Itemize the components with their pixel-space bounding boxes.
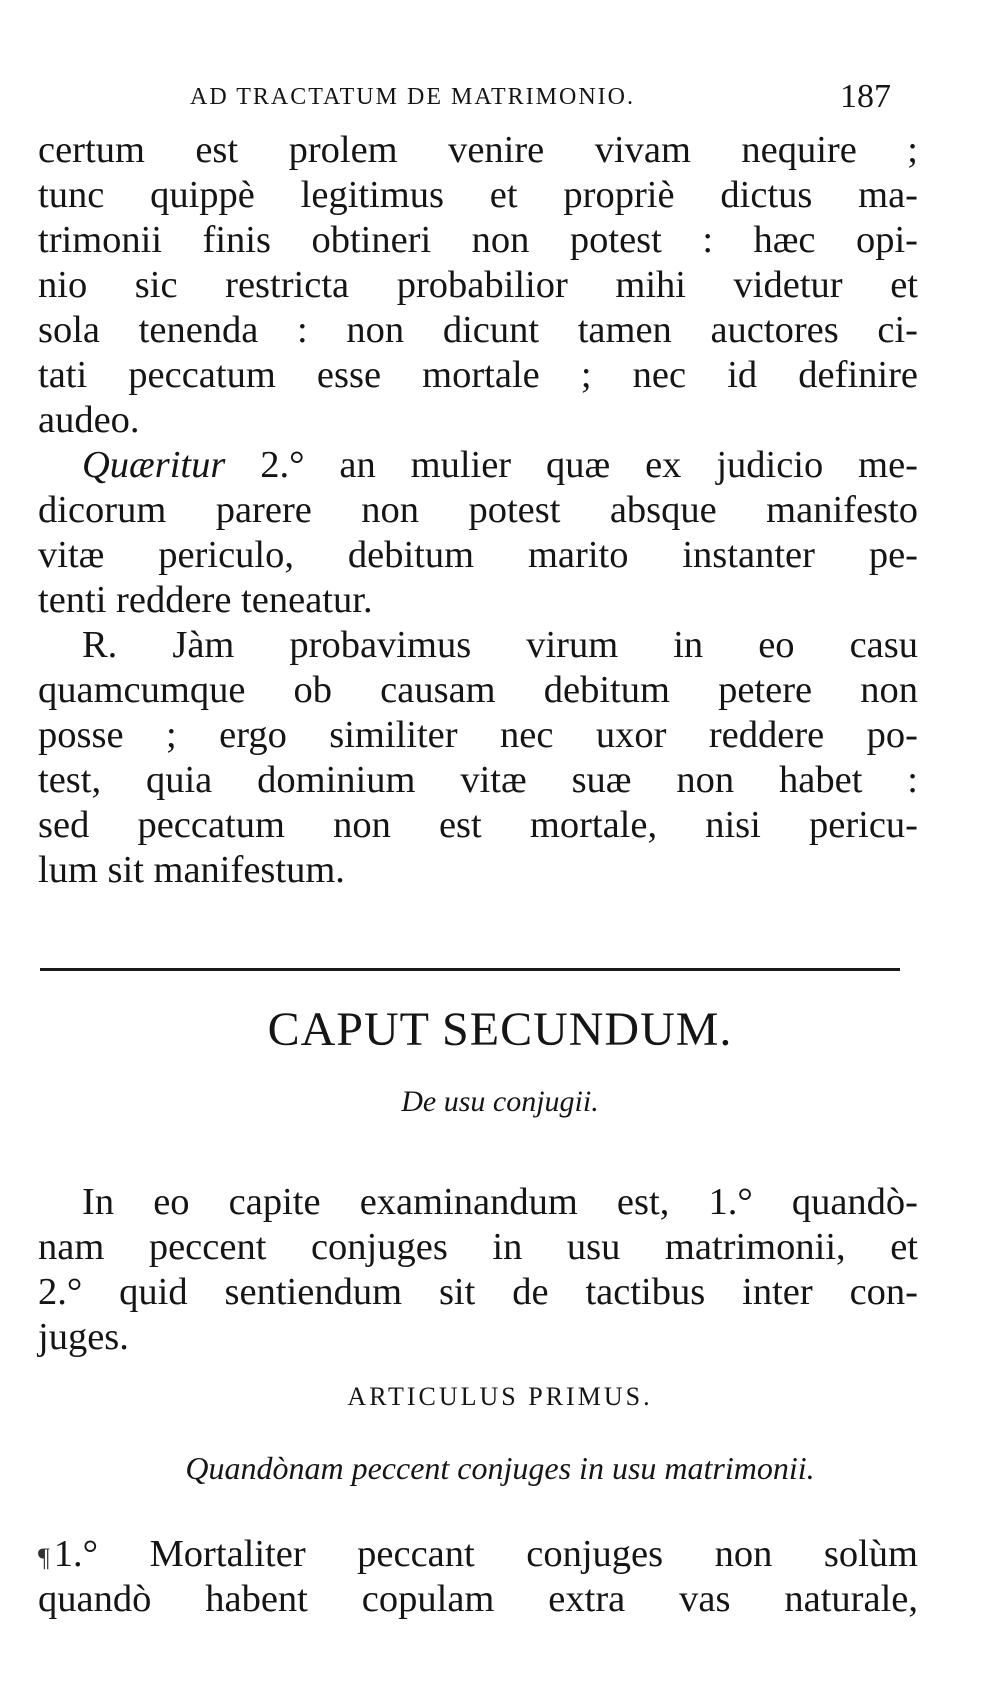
text-line: nam peccent conjuges in usu matrimonii, et (38, 1226, 918, 1268)
response-first-line: R. Jàm probavimus virum in eo casu (82, 624, 918, 666)
text-line: In eo capite examinandum est, 1.° quandò- (82, 1181, 918, 1223)
text-line: audeo. (38, 399, 140, 441)
text-line: tenti reddere teneatur. (38, 579, 373, 621)
running-head (0, 78, 1000, 118)
text-line: tunc quippè legitimus et propriè dictus ma- (38, 174, 918, 216)
article-text: 1.° Mortaliter peccant conjuges non solùm (53, 1533, 918, 1575)
article-text-block (38, 1532, 918, 1622)
text-line: tati peccatum esse mortale ; nec id definire (38, 354, 918, 396)
text-line: trimonii finis obtineri non potest : hæc opi- (38, 219, 918, 261)
chapter-intro-block (38, 1180, 918, 1360)
text-line: quamcumque ob causam debitum petere non (38, 669, 918, 711)
text-line: sola tenenda : non dicunt tamen auctores ci- (38, 309, 918, 351)
text-line: posse ; ergo similiter nec uxor reddere po- (38, 714, 918, 756)
article-first-line (38, 1532, 918, 1577)
text-line: lum sit manifestum. (38, 849, 345, 891)
text-line: 2.° quid sentiendum sit de tactibus inter con- (38, 1271, 918, 1313)
chapter-title: CAPUT SECUNDUM. (267, 1003, 733, 1056)
article-subtitle: Quandònam peccent conjuges in usu matrimonii. (185, 1450, 815, 1486)
text-line: quandò habent copulam extra vas naturale, (38, 1578, 918, 1620)
paragraph-mark-icon: ¶ (38, 1542, 48, 1572)
text-line: nio sic restricta probabilior mihi videtur et (38, 264, 918, 306)
running-title: AD TRACTATUM DE MATRIMONIO. (190, 84, 635, 110)
question-first-line (38, 443, 918, 488)
page-number: 187 (840, 78, 891, 115)
section-divider (40, 968, 900, 971)
question-text: 2.° an mulier quæ ex judicio me- (225, 444, 918, 486)
text-line: certum est prolem venire vivam nequire ; (38, 129, 918, 171)
article-heading: ARTICULUS PRIMUS. (347, 1382, 653, 1411)
text-line: vitæ periculo, debitum marito instanter pe- (38, 534, 918, 576)
text-line: sed peccatum non est mortale, nisi pericu- (38, 804, 918, 846)
text-line: juges. (38, 1316, 129, 1358)
chapter-subtitle: De usu conjugii. (401, 1085, 599, 1118)
question-label: Quæritur (82, 444, 226, 486)
top-text-block (38, 128, 918, 893)
text-line: test, quia dominium vitæ suæ non habet : (38, 759, 918, 801)
text-line: dicorum parere non potest absque manifesto (38, 489, 918, 531)
